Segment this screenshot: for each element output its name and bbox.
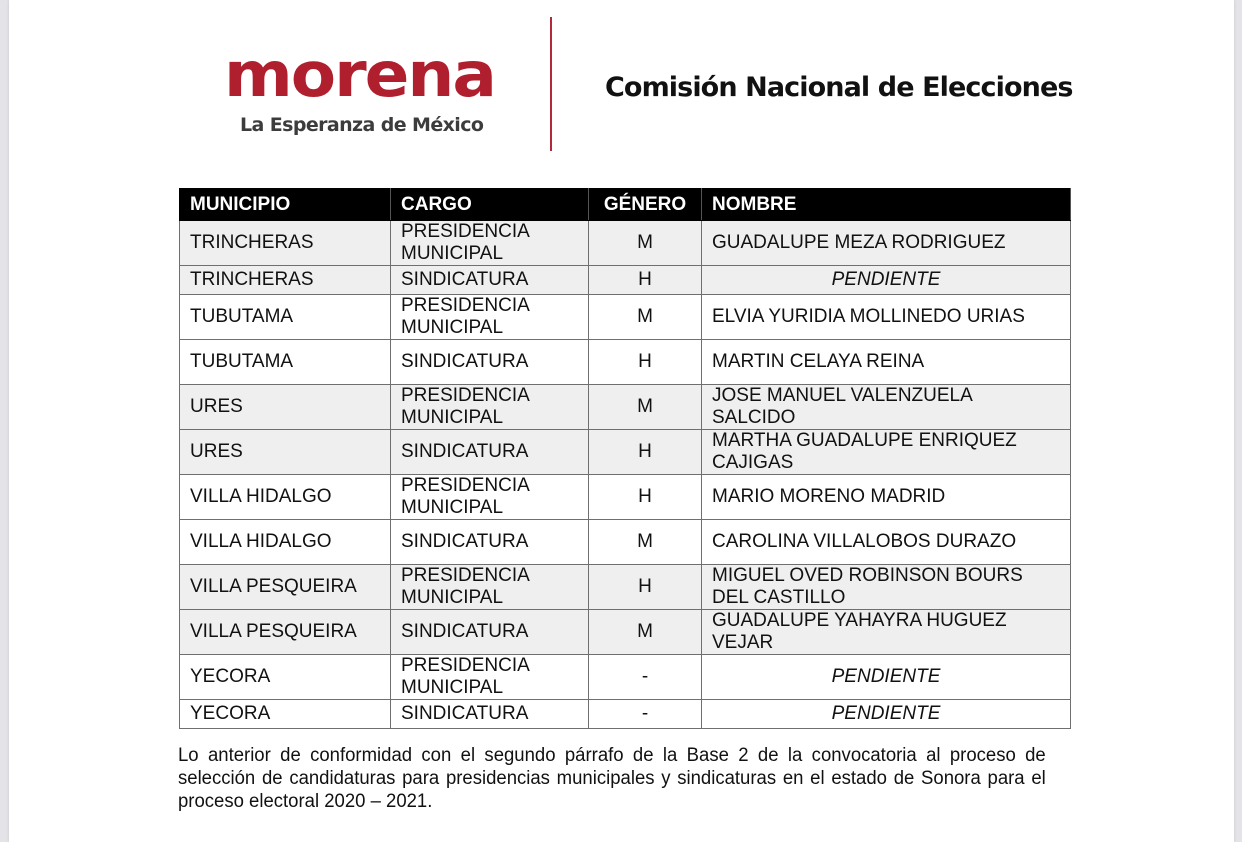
cell-cargo: SINDICATURA xyxy=(391,266,589,295)
table-row xyxy=(180,385,1071,430)
cell-genero: H xyxy=(589,475,702,520)
commission-title: Comisión Nacional de Elecciones xyxy=(605,72,1073,103)
cell-municipio: YECORA xyxy=(180,700,391,729)
cell-municipio: TRINCHERAS xyxy=(180,266,391,295)
table-body xyxy=(180,221,1071,729)
cell-genero: M xyxy=(589,295,702,340)
cell-genero: H xyxy=(589,430,702,475)
cell-nombre: GUADALUPE YAHAYRA HUGUEZ VEJAR xyxy=(702,610,1071,655)
cell-nombre: GUADALUPE MEZA RODRIGUEZ xyxy=(702,221,1071,266)
cell-nombre: MARTHA GUADALUPE ENRIQUEZ CAJIGAS xyxy=(702,430,1071,475)
table-row xyxy=(180,295,1071,340)
column-header-nombre: NOMBRE xyxy=(702,189,1071,221)
cell-genero: H xyxy=(589,340,702,385)
logo-tagline: La Esperanza de México xyxy=(240,114,484,136)
column-header-genero: GÉNERO xyxy=(589,189,702,221)
table-row xyxy=(180,700,1071,729)
footer-paragraph: Lo anterior de conformidad con el segundo párrafo de la Base 2 de la convocatoria al proceso de selección de candidaturas para presidencias municipales y sindicaturas en el estado de Sonora para el proceso electoral 2020 – 2021. xyxy=(178,745,1046,812)
table-row xyxy=(180,340,1071,385)
candidates-table xyxy=(179,188,1071,729)
cell-cargo: PRESIDENCIA MUNICIPAL xyxy=(391,565,589,610)
cell-nombre: PENDIENTE xyxy=(702,700,1071,729)
table-header-row xyxy=(180,189,1071,221)
table-row xyxy=(180,221,1071,266)
cell-municipio: VILLA PESQUEIRA xyxy=(180,565,391,610)
cell-genero: M xyxy=(589,520,702,565)
cell-nombre: MIGUEL OVED ROBINSON BOURS DEL CASTILLO xyxy=(702,565,1071,610)
cell-cargo: SINDICATURA xyxy=(391,430,589,475)
cell-nombre: PENDIENTE xyxy=(702,266,1071,295)
cell-genero: M xyxy=(589,385,702,430)
table-row xyxy=(180,475,1071,520)
cell-municipio: TUBUTAMA xyxy=(180,295,391,340)
cell-municipio: VILLA PESQUEIRA xyxy=(180,610,391,655)
cell-genero: M xyxy=(589,610,702,655)
table-row xyxy=(180,430,1071,475)
cell-nombre: PENDIENTE xyxy=(702,655,1071,700)
cell-municipio: VILLA HIDALGO xyxy=(180,475,391,520)
cell-cargo: PRESIDENCIA MUNICIPAL xyxy=(391,475,589,520)
cell-cargo: SINDICATURA xyxy=(391,520,589,565)
cell-cargo: PRESIDENCIA MUNICIPAL xyxy=(391,385,589,430)
cell-cargo: PRESIDENCIA MUNICIPAL xyxy=(391,221,589,266)
cell-municipio: VILLA HIDALGO xyxy=(180,520,391,565)
cell-municipio: TRINCHERAS xyxy=(180,221,391,266)
cell-nombre: MARIO MORENO MADRID xyxy=(702,475,1071,520)
cell-genero: H xyxy=(589,266,702,295)
table-row xyxy=(180,565,1071,610)
table-row xyxy=(180,520,1071,565)
cell-cargo: PRESIDENCIA MUNICIPAL xyxy=(391,295,589,340)
table-row xyxy=(180,655,1071,700)
cell-cargo: PRESIDENCIA MUNICIPAL xyxy=(391,655,589,700)
morena-logo: morena xyxy=(224,37,495,112)
cell-cargo: SINDICATURA xyxy=(391,700,589,729)
table-row xyxy=(180,266,1071,295)
cell-nombre: CAROLINA VILLALOBOS DURAZO xyxy=(702,520,1071,565)
cell-municipio: URES xyxy=(180,385,391,430)
cell-cargo: SINDICATURA xyxy=(391,340,589,385)
cell-municipio: YECORA xyxy=(180,655,391,700)
cell-cargo: SINDICATURA xyxy=(391,610,589,655)
cell-nombre: ELVIA YURIDIA MOLLINEDO URIAS xyxy=(702,295,1071,340)
header-divider xyxy=(550,17,552,151)
cell-genero: - xyxy=(589,655,702,700)
table-row xyxy=(180,610,1071,655)
cell-municipio: TUBUTAMA xyxy=(180,340,391,385)
cell-genero: M xyxy=(589,221,702,266)
cell-nombre: JOSE MANUEL VALENZUELA SALCIDO xyxy=(702,385,1071,430)
cell-genero: - xyxy=(589,700,702,729)
column-header-municipio: MUNICIPIO xyxy=(180,189,391,221)
cell-nombre: MARTIN CELAYA REINA xyxy=(702,340,1071,385)
cell-municipio: URES xyxy=(180,430,391,475)
column-header-cargo: CARGO xyxy=(391,189,589,221)
cell-genero: H xyxy=(589,565,702,610)
